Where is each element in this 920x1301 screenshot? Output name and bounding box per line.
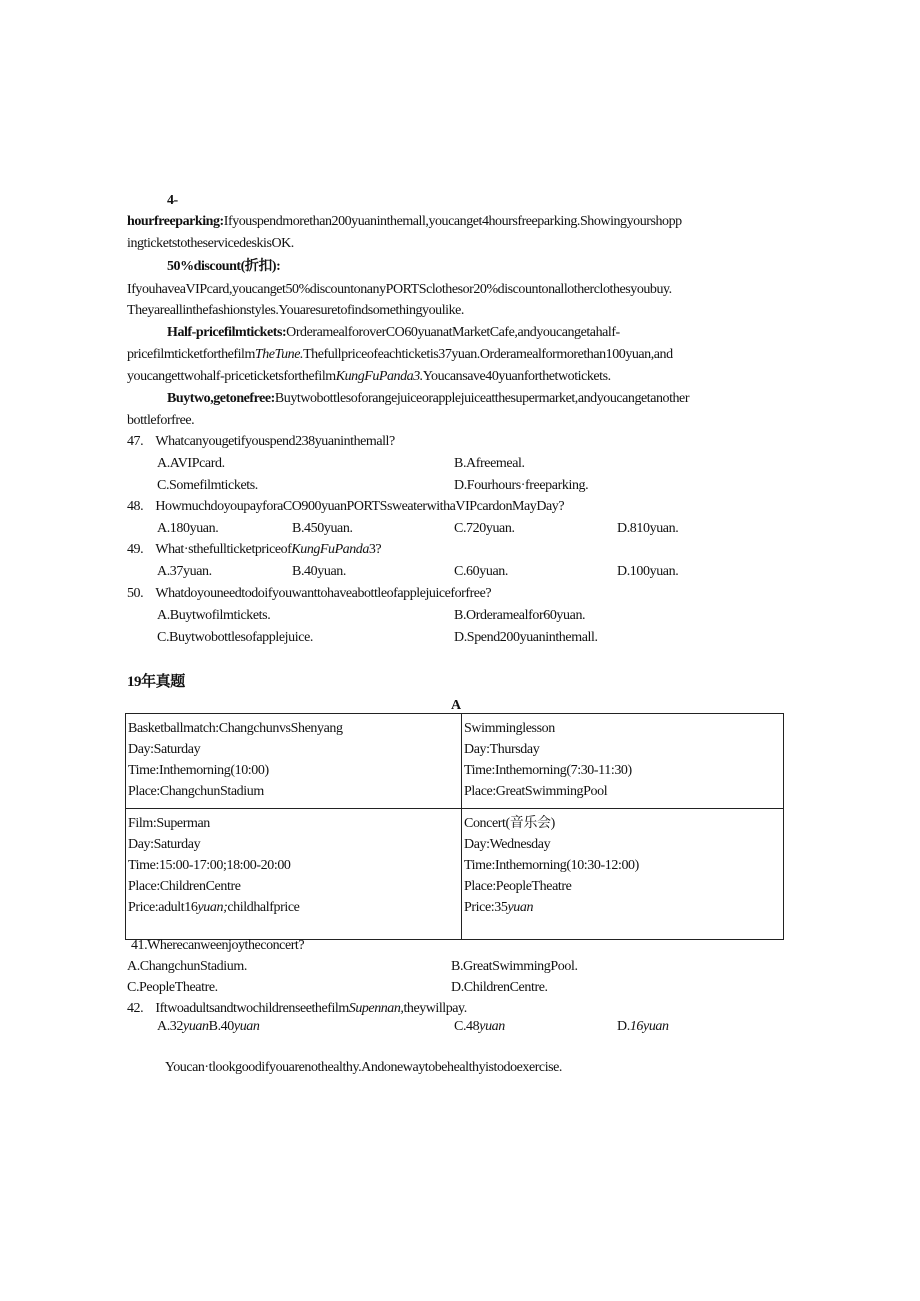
question-film-title: KungFuPanda	[291, 542, 369, 557]
discount-paragraph-line2: Theyareallinthefashionstyles.Youaresuretofindsomethingyoulike.	[127, 303, 464, 318]
basketball-cell	[126, 714, 462, 809]
film-paragraph-line2	[127, 345, 673, 365]
q49-option-d: D.100yuan.	[617, 564, 679, 579]
q42-option-c	[454, 1017, 505, 1037]
q41-option-d: D.ChildrenCentre.	[451, 980, 548, 995]
cell-line: Swimminglesson	[464, 721, 555, 736]
film-text3a: youcangettwohalf-priceticketsforthefilm	[127, 369, 336, 384]
film-text2b: Thefullpriceofeachticketis37yuan.Orderamealformorethan100yuan,and	[303, 347, 673, 362]
q41-option-c: C.PeopleTheatre.	[127, 980, 218, 995]
cell-line: Time:Inthemorning(10:00)	[128, 763, 269, 778]
question-text: Whatdoyouneedtodoifyouwanttohaveabottleofapplejuiceforfree?	[155, 586, 492, 601]
events-table	[125, 713, 784, 940]
concert-cell	[462, 809, 784, 940]
price-label: Price:35	[464, 900, 508, 915]
q48-option-b: B.450yuan.	[292, 521, 353, 536]
table-label: A	[451, 698, 461, 713]
q50-option-b: B.Orderamealfor60yuan.	[454, 608, 586, 623]
cell-line: Basketballmatch:ChangchunvsShenyang	[128, 721, 343, 736]
question-text-end: 3?	[368, 542, 382, 557]
film-paragraph-line3	[127, 367, 611, 387]
film-title-the-tune: TheTune.	[254, 347, 304, 362]
film-text2a: pricefilmticketforthefilm	[127, 347, 255, 362]
q49-option-a: A.37yuan.	[157, 564, 212, 579]
bottle-text1: Buytwobottlesoforangejuiceorapplejuiceatthesupermarket,andyoucangetanother	[274, 391, 690, 406]
q47-option-d: D.Fourhours·freeparking.	[454, 478, 589, 493]
q41-option-b: B.GreatSwimmingPool.	[451, 959, 578, 974]
option-b-unit: yuan	[233, 1019, 260, 1034]
option-c-unit: yuan	[479, 1019, 505, 1034]
q47-option-c: C.Somefilmtickets.	[157, 478, 258, 493]
question-number: 50.	[127, 586, 144, 601]
question-42	[127, 999, 467, 1019]
option-d-unit: 16yuan	[629, 1019, 669, 1034]
discount-paragraph-line1: IfyouhaveaVIPcard,youcanget50%discountonanyPORTSclothesor20%discountonallotherclothesyoubuy.	[127, 282, 672, 297]
swimming-cell	[462, 714, 784, 809]
cell-line: Time:15:00-17:00;18:00-20:00	[128, 858, 291, 873]
bottle-paragraph-line2: bottleforfree.	[127, 413, 195, 428]
cell-line: Day:Wednesday	[464, 837, 551, 852]
concert-price-line	[464, 897, 781, 918]
q47-option-a: A.AVIPcard.	[157, 456, 225, 471]
price-unit: yuan	[507, 900, 534, 915]
cell-line: Time:Inthemorning(7:30-11:30)	[464, 763, 632, 778]
film-title-kung-fu-panda: KungFuPanda3.	[335, 369, 423, 384]
section-title: 19年真题	[127, 674, 185, 690]
q50-option-c: C.Buytwobottlesofapplejuice.	[157, 630, 313, 645]
closing-sentence: Youcan·tlookgoodifyouarenothealthy.Andonewaytobehealthyistodoexercise.	[165, 1060, 562, 1075]
question-number: 47.	[127, 434, 144, 449]
bottle-paragraph-line1	[167, 389, 689, 409]
parking-heading-part1: 4-	[167, 193, 178, 208]
option-a-unit: yuan	[183, 1019, 209, 1034]
question-number: 42.	[127, 1001, 144, 1016]
film-price-line	[128, 897, 459, 918]
option-c-value: C.48	[454, 1019, 480, 1034]
question-47	[127, 432, 395, 452]
film-heading: Half-pricefilmtickets:	[167, 325, 287, 340]
question-48	[127, 497, 564, 517]
question-number: 49.	[127, 542, 144, 557]
option-a-value: A.32	[157, 1019, 184, 1034]
cell-line: Place:GreatSwimmingPool	[464, 784, 608, 799]
cell-line: Time:Inthemorning(10:30-12:00)	[464, 858, 639, 873]
film-cell	[126, 809, 462, 940]
table-row	[126, 714, 784, 809]
parking-heading-part2: hourfreeparking:	[127, 214, 224, 229]
q48-option-d: D.810yuan.	[617, 521, 679, 536]
q48-option-a: A.180yuan.	[157, 521, 219, 536]
cell-line: Place:ChangchunStadium	[128, 784, 264, 799]
option-b-value: B.40	[208, 1019, 234, 1034]
option-d-value: D.	[617, 1019, 630, 1034]
price-unit: yuan;	[197, 900, 228, 915]
q48-option-c: C.720yuan.	[454, 521, 515, 536]
parking-paragraph-line1	[127, 212, 682, 232]
cell-line: Day:Saturday	[128, 742, 201, 757]
price-label: Price:adult16	[128, 900, 198, 915]
discount-heading: 50%discount(折扣):	[167, 259, 281, 274]
table-row	[126, 809, 784, 940]
q42-option-a-b	[157, 1017, 260, 1037]
q50-option-a: A.Buytwofilmtickets.	[157, 608, 271, 623]
q50-option-d: D.Spend200yuaninthemall.	[454, 630, 598, 645]
q41-option-a: A.ChangchunStadium.	[127, 959, 247, 974]
question-film-title: Supennan,	[348, 1001, 404, 1016]
parking-text1: Ifyouspendmorethan200yuaninthemall,youcanget4hoursfreeparking.Showingyourshopp	[223, 214, 682, 229]
question-49	[127, 540, 381, 560]
film-paragraph-line1	[167, 323, 620, 343]
cell-line: Film:Superman	[128, 816, 210, 831]
question-text-end: theywillpay.	[403, 1001, 467, 1016]
q49-option-b: B.40yuan.	[292, 564, 346, 579]
question-text: What·sthefullticketpriceof	[155, 542, 292, 557]
cell-line: Day:Thursday	[464, 742, 540, 757]
film-text1: OrderamealforoverCO60yuanatMarketCafe,andyoucangetahalf-	[286, 325, 620, 340]
question-50	[127, 584, 491, 604]
question-text: Iftwoadultsandtwochildrenseethefilm	[155, 1001, 349, 1016]
cell-line: Place:PeopleTheatre	[464, 879, 572, 894]
cell-line: Place:ChildrenCentre	[128, 879, 241, 894]
cell-line: Day:Saturday	[128, 837, 201, 852]
question-number: 48.	[127, 499, 144, 514]
parking-paragraph-line2: ingticketstotheservicedeskisOK.	[127, 236, 294, 251]
question-text: HowmuchdoyoupayforaCO900yuanPORTSsweaterwithaVIPcardonMayDay?	[155, 499, 565, 514]
question-text: Whatcanyougetifyouspend238yuaninthemall?	[155, 434, 395, 449]
question-41: 41.Wherecanweenjoytheconcert?	[131, 938, 305, 953]
price-child: childhalfprice	[227, 900, 300, 915]
q49-option-c: C.60yuan.	[454, 564, 508, 579]
film-text3b: Youcansave40yuanforthetwotickets.	[422, 369, 611, 384]
q47-option-b: B.Afreemeal.	[454, 456, 525, 471]
cell-line: Concert(音乐会)	[464, 816, 555, 831]
bottle-heading: Buytwo,getonefree:	[167, 391, 275, 406]
q42-option-d	[617, 1017, 669, 1037]
